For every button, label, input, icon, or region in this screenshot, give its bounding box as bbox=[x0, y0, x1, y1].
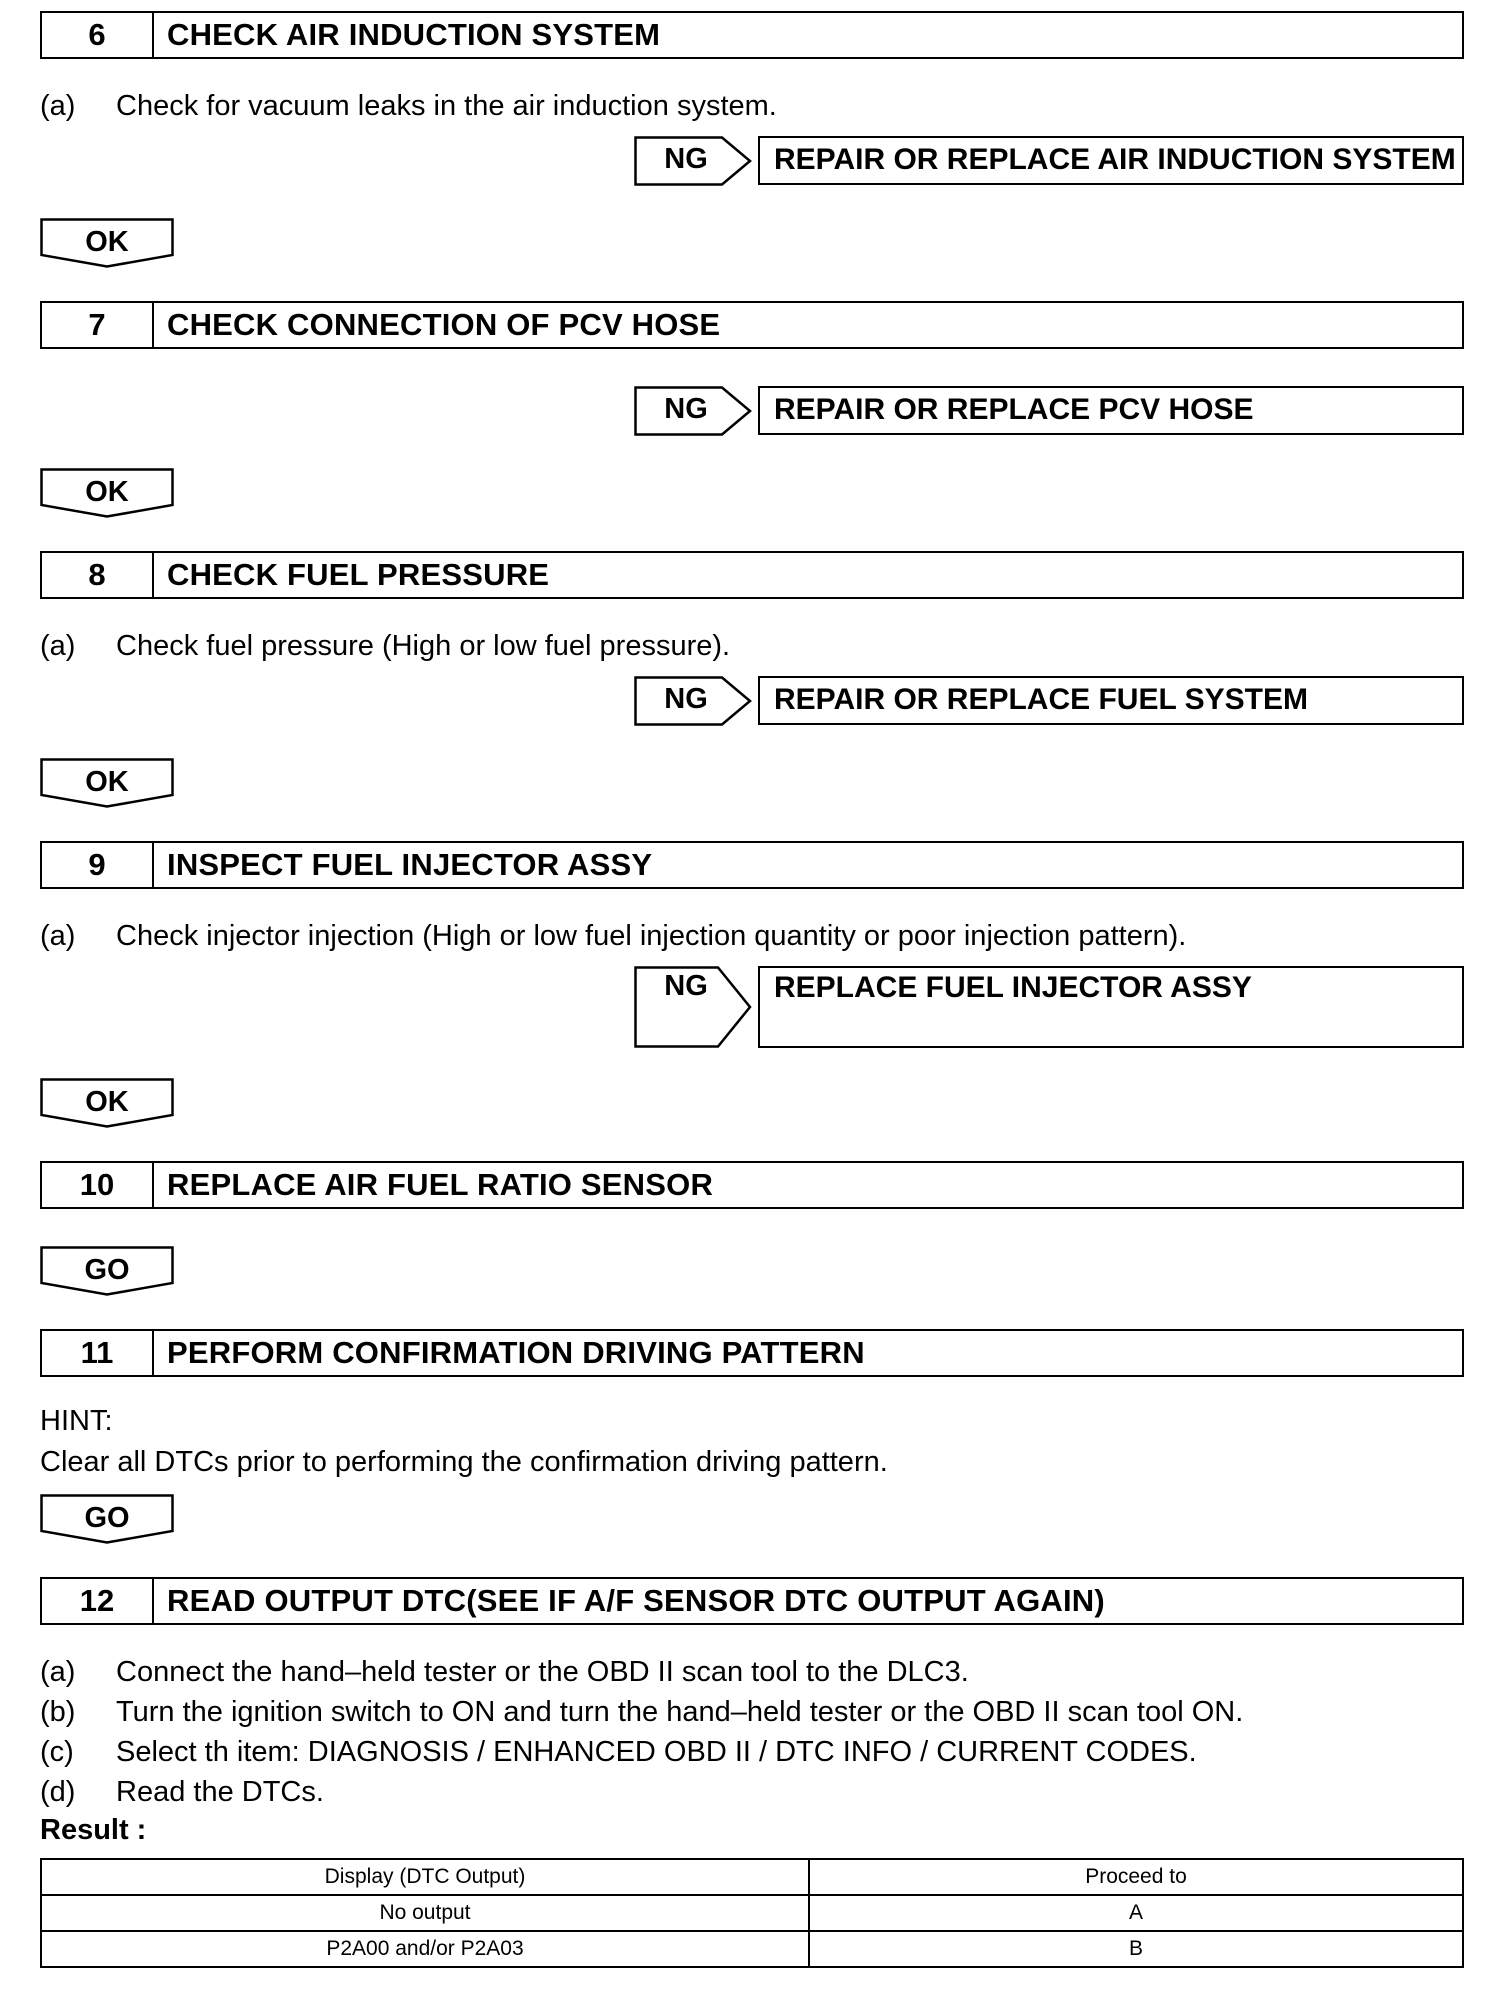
instruction-text: Read the DTCs. bbox=[116, 1776, 324, 1808]
step-number: 8 bbox=[42, 553, 154, 597]
table-cell: No output bbox=[41, 1895, 809, 1931]
step-7-header bbox=[40, 301, 1464, 349]
table-cell: A bbox=[809, 1895, 1463, 1931]
instruction-text: Turn the ignition switch to ON and turn the hand–held tester or the OBD II scan tool ON. bbox=[116, 1696, 1244, 1728]
step-6-header bbox=[40, 11, 1464, 59]
result-table bbox=[40, 1858, 1464, 1968]
result-label: Result : bbox=[40, 1814, 147, 1846]
step-title: CHECK CONNECTION OF PCV HOSE bbox=[167, 307, 721, 342]
ng-label: NG bbox=[664, 393, 708, 425]
instruction-label: (c) bbox=[40, 1736, 74, 1768]
go-tag bbox=[40, 1494, 174, 1544]
instruction-text: Check for vacuum leaks in the air induction system. bbox=[116, 90, 777, 122]
instruction-text: Check injector injection (High or low fuel injection quantity or poor injection pattern). bbox=[116, 920, 1187, 952]
table-cell: B bbox=[809, 1931, 1463, 1967]
table-header-cell: Display (DTC Output) bbox=[41, 1859, 809, 1895]
instruction-label: (a) bbox=[40, 90, 76, 122]
step-title: CHECK AIR INDUCTION SYSTEM bbox=[167, 17, 661, 52]
instruction-label: (a) bbox=[40, 1656, 76, 1688]
step-number: 7 bbox=[42, 303, 154, 347]
ok-label: OK bbox=[85, 226, 129, 258]
step-8-header bbox=[40, 551, 1464, 599]
go-tag bbox=[40, 1246, 174, 1296]
ok-tag bbox=[40, 1078, 174, 1128]
step-title: PERFORM CONFIRMATION DRIVING PATTERN bbox=[167, 1335, 865, 1370]
instruction-label: (a) bbox=[40, 920, 76, 952]
table-row bbox=[41, 1931, 1463, 1967]
ok-tag bbox=[40, 758, 174, 808]
step-10-header bbox=[40, 1161, 1464, 1209]
step-number: 10 bbox=[42, 1163, 154, 1207]
hint-label: HINT: bbox=[40, 1405, 113, 1437]
instruction-text: Check fuel pressure (High or low fuel pressure). bbox=[116, 630, 731, 662]
action-box: REPAIR OR REPLACE AIR INDUCTION SYSTEM bbox=[758, 136, 1464, 185]
ng-label: NG bbox=[664, 970, 708, 1002]
table-header-cell: Proceed to bbox=[809, 1859, 1463, 1895]
step-number: 12 bbox=[42, 1579, 154, 1623]
ok-label: OK bbox=[85, 476, 129, 508]
action-box: REPAIR OR REPLACE FUEL SYSTEM bbox=[758, 676, 1464, 725]
ok-tag bbox=[40, 218, 174, 268]
step-number: 11 bbox=[42, 1331, 154, 1375]
ok-tag bbox=[40, 468, 174, 518]
table-row bbox=[41, 1895, 1463, 1931]
step-number: 6 bbox=[42, 13, 154, 57]
instruction-text: Connect the hand–held tester or the OBD II scan tool to the DLC3. bbox=[116, 1656, 969, 1688]
hint-text: Clear all DTCs prior to performing the confirmation driving pattern. bbox=[40, 1446, 888, 1478]
action-box: REPAIR OR REPLACE PCV HOSE bbox=[758, 386, 1464, 435]
step-title: CHECK FUEL PRESSURE bbox=[167, 557, 550, 592]
ng-label: NG bbox=[664, 143, 708, 175]
step-9-header bbox=[40, 841, 1464, 889]
action-box: REPLACE FUEL INJECTOR ASSY bbox=[758, 966, 1464, 1048]
instruction-label: (a) bbox=[40, 630, 76, 662]
step-title: REPLACE AIR FUEL RATIO SENSOR bbox=[167, 1167, 714, 1202]
table-header-row bbox=[41, 1859, 1463, 1895]
step-12-header bbox=[40, 1577, 1464, 1625]
step-title: INSPECT FUEL INJECTOR ASSY bbox=[167, 847, 653, 882]
instruction-label: (d) bbox=[40, 1776, 76, 1808]
ng-label: NG bbox=[664, 683, 708, 715]
ok-label: OK bbox=[85, 1086, 129, 1118]
step-11-header bbox=[40, 1329, 1464, 1377]
go-label: GO bbox=[84, 1254, 130, 1286]
instruction-text: Select th item: DIAGNOSIS / ENHANCED OBD II / DTC INFO / CURRENT CODES. bbox=[116, 1736, 1197, 1768]
step-number: 9 bbox=[42, 843, 154, 887]
step-title: READ OUTPUT DTC(SEE IF A/F SENSOR DTC OUTPUT AGAIN) bbox=[167, 1583, 1105, 1618]
ok-label: OK bbox=[85, 766, 129, 798]
instruction-label: (b) bbox=[40, 1696, 76, 1728]
table-cell: P2A00 and/or P2A03 bbox=[41, 1931, 809, 1967]
go-label: GO bbox=[84, 1502, 130, 1534]
